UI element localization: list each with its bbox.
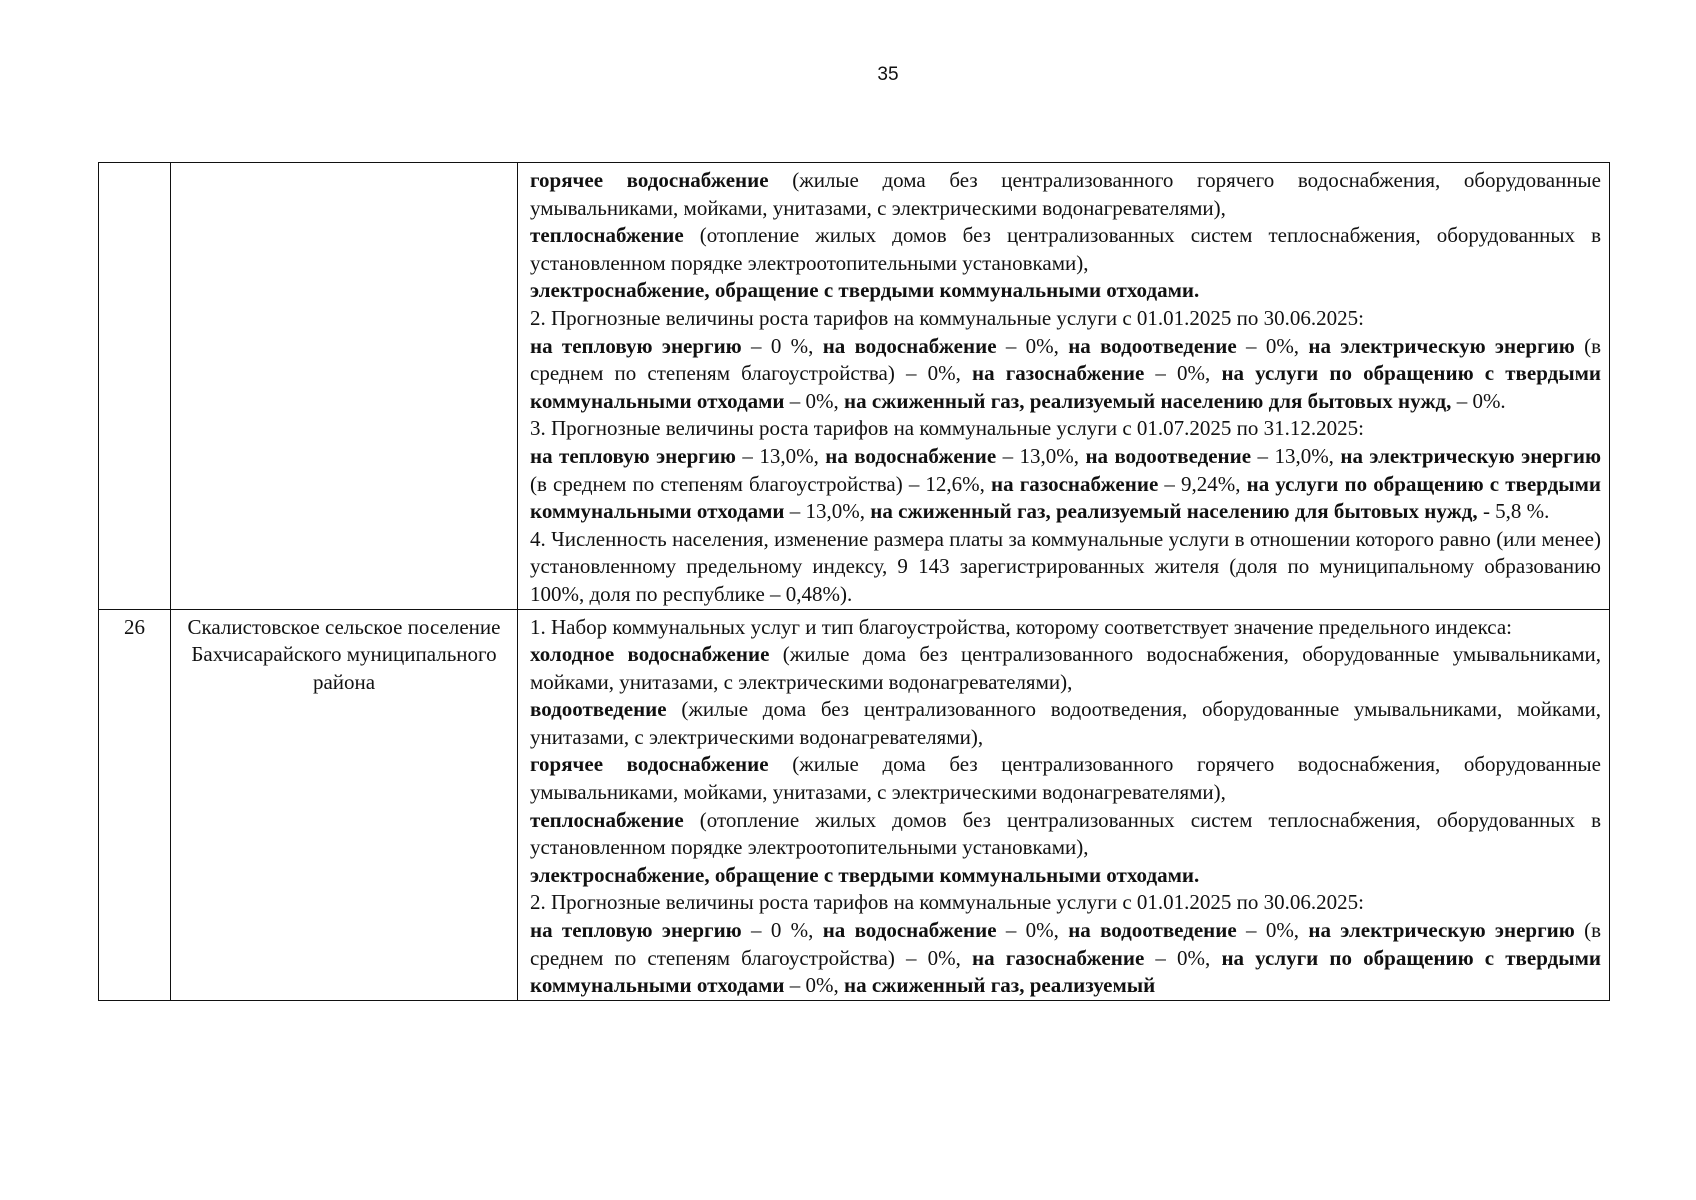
paragraph [530, 807, 1601, 862]
tariff-label: на газоснабжение [971, 361, 1145, 386]
paragraph [530, 167, 1601, 222]
tariff-value: – 13,0%, [784, 499, 871, 524]
tariff-label: на сжиженный газ, реализуемый [844, 973, 1156, 998]
row-number: 26 [124, 614, 145, 639]
service-details: (жилые дома без централизованного горячего водоснабжения, оборудованные умывальниками, мойками, унитазами, с электрическими водонагревателями), [530, 168, 1601, 220]
tariff-value: – 0 %, [741, 918, 823, 943]
service-name: холодное водоснабжение [530, 642, 770, 667]
tariff-value: – 9,24%, [1158, 471, 1247, 496]
paragraph: 4. Численность населения, изменение размера платы за коммунальные услуги в отношении которого равно (или менее) установленному предельному индексу, 9 143 зарегистрированных жителя (доля по муниципальному образованию 100%, доля по республике – 0,48%). [530, 526, 1601, 606]
service-details: (отопление жилых домов без централизованных систем теплоснабжения, оборудованных в установленном порядке электроотопительными установками), [530, 807, 1601, 860]
tariff-label: на водоснабжение [822, 333, 997, 358]
paragraph [530, 222, 1601, 277]
paragraph [530, 443, 1601, 526]
tariff-label: на услуги по обращению с твердыми коммунальными отходами [530, 945, 1602, 998]
tariff-value: – 0 %, [741, 333, 823, 358]
service-details: (жилые дома без централизованного водоснабжения, оборудованные умывальниками, мойками, унитазами, с электрическими водонагревателями), [530, 642, 1601, 694]
tariff-value: (в среднем по степеням благоустройства) – 12,6%, [530, 471, 992, 496]
tariff-label: на сжиженный газ, реализуемый населению для бытовых нужд, [844, 388, 1452, 413]
tariff-label: на водоотведение [1068, 918, 1237, 943]
tariff-label: на водоотведение [1085, 443, 1252, 468]
service-name: электроснабжение, обращение с твердыми коммунальными отходами. [530, 862, 1200, 887]
description-text [518, 163, 1609, 609]
tariff-value: – 13,0%, [996, 443, 1086, 468]
tariff-label: на сжиженный газ, реализуемый населению для бытовых нужд, [870, 499, 1478, 524]
tariff-value: – 13,0%, [735, 443, 826, 468]
tariff-value: – 0%, [996, 918, 1069, 943]
paragraph [530, 696, 1601, 751]
paragraph: 2. Прогнозные величины роста тарифов на коммунальные услуги с 01.01.2025 по 30.06.2025: [530, 890, 1364, 915]
tariff-value: – 0%, [784, 388, 845, 413]
tariff-label: на тепловую энергию [530, 333, 742, 358]
page-number: 35 [877, 64, 899, 85]
municipality-name: Скалистовское сельское поселение Бахчисарайского муниципального района [187, 614, 501, 694]
description-cell [518, 163, 1610, 610]
tariff-table [98, 162, 1610, 1001]
service-name: водоотведение [530, 697, 667, 722]
service-name: теплоснабжение [530, 807, 684, 832]
paragraph [530, 641, 1601, 696]
paragraph: 2. Прогнозные величины роста тарифов на коммунальные услуги с 01.01.2025 по 30.06.2025: [530, 305, 1364, 330]
paragraph [530, 862, 1601, 890]
tariff-label: на услуги по обращению с твердыми коммунальными отходами [530, 361, 1602, 413]
tariff-label: на тепловую энергию [530, 918, 742, 943]
tariff-label: на электрическую энергию [1308, 333, 1575, 358]
tariff-value: (в среднем по степеням благоустройства) – 0%, [530, 333, 1601, 386]
municipality-name-cell [171, 163, 518, 610]
row-number-cell [99, 609, 171, 1000]
paragraph: 1. Набор коммунальных услуг и тип благоустройства, которому соответствует значение предельного индекса: [530, 614, 1512, 639]
tariff-value: – 0%, [784, 973, 845, 998]
tariff-label: на тепловую энергию [530, 443, 736, 468]
service-details: (жилые дома без централизованного горячего водоснабжения, оборудованные умывальниками, мойками, унитазами, с электрическими водонагревателями), [530, 752, 1601, 805]
tariff-value: – 0%, [1144, 945, 1222, 970]
service-name: горячее водоснабжение [530, 168, 769, 192]
tariff-value: – 0%, [996, 333, 1069, 358]
paragraph [530, 277, 1601, 305]
tariff-value: – 0%. [1451, 388, 1506, 413]
service-details: (жилые дома без централизованного водоотведения, оборудованные умывальниками, мойками, унитазами, с электрическими водонагревателями), [530, 697, 1601, 749]
paragraph [530, 751, 1601, 806]
tariff-label: на услуги по обращению с твердыми коммунальными отходами [530, 471, 1602, 524]
description-cell [518, 609, 1610, 1000]
tariff-label: на водоснабжение [825, 443, 997, 468]
tariff-label: на водоотведение [1068, 333, 1237, 358]
tariff-value: – 0%, [1144, 361, 1222, 386]
tariff-label: на газоснабжение [971, 945, 1145, 970]
service-details: (отопление жилых домов без централизованных систем теплоснабжения, оборудованных в установленном порядке электроотопительными установками), [530, 223, 1601, 275]
tariff-value: – 0%, [1236, 918, 1309, 943]
municipality-name [171, 163, 517, 167]
service-name: горячее водоснабжение [530, 752, 769, 777]
municipality-name-cell [171, 609, 518, 1000]
tariff-value: (в среднем по степеням благоустройства) – 0%, [530, 918, 1601, 970]
tariff-label: на водоснабжение [822, 918, 997, 943]
tariff-label: на электрическую энергию [1308, 918, 1575, 943]
row-number-cell [99, 163, 171, 610]
table-row [99, 609, 1610, 1000]
service-name: теплоснабжение [530, 223, 684, 248]
description-text [518, 610, 1609, 1000]
paragraph: 3. Прогнозные величины роста тарифов на коммунальные услуги с 01.07.2025 по 31.12.2025: [530, 416, 1364, 441]
tariff-label: на газоснабжение [991, 471, 1159, 496]
paragraph [530, 917, 1601, 1000]
row-number [99, 163, 170, 167]
table-row [99, 163, 1610, 610]
paragraph [530, 333, 1601, 416]
tariff-label: на электрическую энергию [1340, 443, 1602, 468]
service-name: электроснабжение, обращение с твердыми коммунальными отходами. [530, 278, 1200, 303]
tariff-value: – 13,0%, [1251, 443, 1341, 468]
tariff-value: - 5,8 %. [1477, 499, 1550, 524]
tariff-value: – 0%, [1236, 333, 1309, 358]
